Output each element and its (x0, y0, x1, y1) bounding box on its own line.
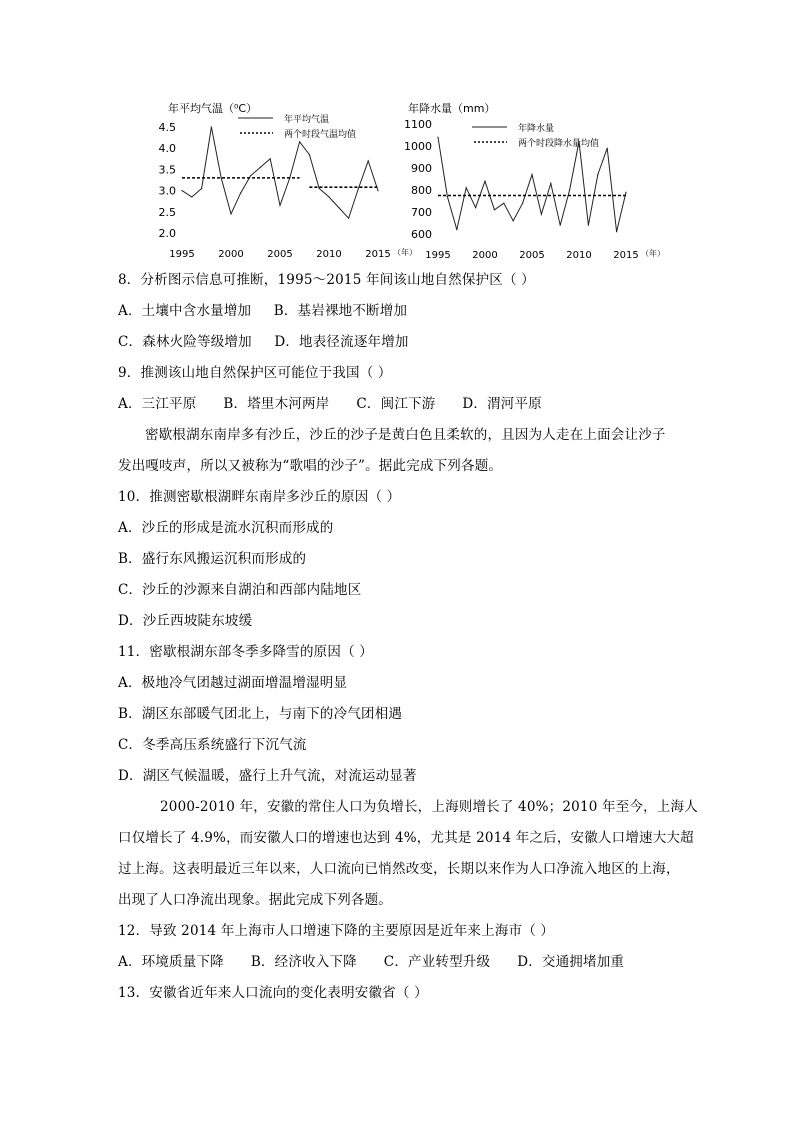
data-point (597, 174, 598, 175)
data-point (260, 167, 261, 168)
question-11-option-c: C．冬季高压系统盛行下沉气流 (118, 737, 307, 753)
option-b: B．经济收入下降 (250, 954, 357, 970)
question-12-options (118, 952, 624, 972)
data-point (211, 126, 212, 127)
data-point (541, 214, 542, 215)
x-tick-label: 2000 (218, 249, 244, 260)
question-10-option-b: B．盛行东风搬运沉积而形成的 (118, 551, 307, 567)
data-point (616, 231, 617, 232)
x-unit-label: （年） (393, 248, 417, 257)
data-point (348, 218, 349, 219)
y-tick-label: 1000 (404, 140, 432, 153)
x-tick-label: 2005 (519, 250, 545, 261)
passage-2-line-1: 2000-2010 年，安徽的常住人口为负增长，上海则增长了 40%；2010 年至今，上海人 (160, 799, 698, 815)
x-unit-label: （年） (641, 249, 665, 258)
temperature-chart (150, 96, 417, 266)
data-point (456, 229, 457, 230)
data-point (475, 207, 476, 208)
option-c: C．森林火险等级增加 (118, 334, 252, 350)
option-b: B．基岩裸地不断增加 (273, 303, 408, 319)
passage-2-line-4: 出现了人口净流出现象。据此完成下列各题。 (118, 892, 392, 908)
passage-1-line-2: 发出嘎吱声，所以又被称为“歌唱的沙子”。据此完成下列各题。 (118, 458, 503, 474)
passage-2-line-2: 口仅增长了 4.9%，而安徽人口的增速也达到 4%，尤其是 2014 年之后，安徽人口增速大大超 (118, 830, 694, 846)
data-point (299, 141, 300, 142)
data-point (221, 177, 222, 178)
data-point (466, 187, 467, 188)
data-point (328, 196, 329, 197)
data-point (250, 175, 251, 176)
data-point (377, 190, 378, 191)
data-point (522, 203, 523, 204)
precipitation-chart (400, 96, 665, 266)
series-line-annual (438, 137, 626, 232)
data-point (358, 188, 359, 189)
data-point (309, 154, 310, 155)
y-axis-label: 年降水量（mm） (408, 102, 496, 115)
y-tick-label: 700 (411, 206, 432, 219)
data-point (447, 196, 448, 197)
y-tick-label: 900 (411, 162, 432, 175)
passage-1-line-1: 密歇根湖东南岸多有沙丘，沙丘的沙子是黄白色且柔软的，且因为人走在上面会让沙子 (145, 427, 666, 443)
x-tick-label: 2000 (472, 250, 498, 261)
y-tick-label: 800 (411, 184, 432, 197)
data-point (270, 158, 271, 159)
x-tick-label: 1995 (169, 249, 195, 260)
charts-figure (150, 96, 665, 266)
data-point (569, 189, 570, 190)
question-10-option-d: D．沙丘西坡陡东坡缓 (118, 613, 253, 629)
data-point (230, 213, 231, 214)
data-point (560, 225, 561, 226)
question-9-options (118, 394, 542, 414)
option-c: C．产业转型升级 (383, 954, 491, 970)
y-tick-label: 2.0 (158, 227, 176, 240)
question-8-options-cd (118, 332, 409, 352)
question-11-option-b: B．湖区东部暖气团北上，与南下的冷气团相遇 (118, 706, 403, 722)
x-tick-label: 2010 (316, 249, 342, 260)
data-point (338, 207, 339, 208)
option-d: D．渭河平原 (462, 396, 542, 412)
option-d: D．地表径流逐年增加 (274, 334, 409, 350)
y-axis-label: 年平均气温（⁰C） (168, 102, 258, 115)
data-point (625, 192, 626, 193)
question-8-stem: 8．分析图示信息可推断，1995～2015 年间该山地自然保护区（ ） (118, 272, 535, 288)
data-point (531, 174, 532, 175)
data-point (607, 148, 608, 149)
option-d: D．交通拥堵加重 (517, 954, 625, 970)
y-tick-label: 3.5 (158, 163, 176, 177)
option-a: A．土壤中含水量增加 (118, 303, 252, 319)
question-11-option-a: A．极地冷气团越过湖面增温增湿明显 (118, 675, 348, 691)
legend-label: 两个时段气温均值 (284, 130, 357, 140)
data-point (437, 137, 438, 138)
passage-2-line-3: 过上海。这表明最近三年以来，人口流向已悄然改变，长期以来作为人口净流入地区的上海， (118, 861, 680, 877)
y-tick-label: 1100 (404, 118, 432, 131)
question-9-stem: 9．推测该山地自然保护区可能位于我国（ ） (118, 365, 392, 381)
x-tick-label: 2010 (566, 250, 592, 261)
data-point (513, 220, 514, 221)
y-tick-label: 2.5 (158, 205, 176, 219)
data-point (588, 225, 589, 226)
option-c: C．闽江下游 (356, 396, 436, 412)
y-tick-label: 4.5 (158, 121, 176, 134)
y-tick-label: 3.0 (158, 184, 176, 198)
question-11-option-d: D．湖区气候温暖，盛行上升气流，对流运动显著 (118, 768, 417, 784)
question-11-stem: 11．密歇根湖东部冬季多降雪的原因（ ） (118, 644, 373, 660)
option-a: A．环境质量下降 (118, 954, 224, 970)
question-10-stem: 10．推测密歇根湖畔东南岸多沙丘的原因（ ） (118, 489, 401, 505)
data-point (368, 160, 369, 161)
data-point (279, 205, 280, 206)
question-8-options-ab (118, 301, 407, 321)
y-tick-label: 4.0 (158, 142, 176, 156)
option-b: B．塔里木河两岸 (223, 396, 330, 412)
x-tick-label: 2015 (613, 250, 639, 261)
data-point (240, 192, 241, 193)
data-point (484, 181, 485, 182)
x-tick-label: 1995 (425, 250, 451, 261)
x-tick-label: 2005 (267, 249, 293, 260)
data-point (191, 196, 192, 197)
data-point (181, 190, 182, 191)
data-point (319, 188, 320, 189)
series-line-annual (182, 127, 378, 218)
legend-label: 年降水量 (518, 124, 555, 134)
legend-label: 两个时段降水量均值 (518, 139, 600, 149)
question-10-option-a: A．沙丘的形成是流水沉积而形成的 (118, 520, 334, 536)
data-point (494, 209, 495, 210)
data-point (503, 203, 504, 204)
question-13-stem: 13．安徽省近年来人口流向的变化表明安徽省（ ） (118, 985, 428, 1001)
data-point (550, 183, 551, 184)
question-12-stem: 12．导致 2014 年上海市人口增速下降的主要原因是近年来上海市（ ） (118, 923, 555, 939)
question-10-option-c: C．沙丘的沙源来自湖泊和西部内陆地区 (118, 582, 362, 598)
y-tick-label: 600 (411, 228, 432, 241)
option-a: A．三江平原 (118, 396, 197, 412)
data-point (201, 188, 202, 189)
legend-label: 年平均气温 (284, 115, 330, 125)
x-tick-label: 2015 (365, 249, 391, 260)
